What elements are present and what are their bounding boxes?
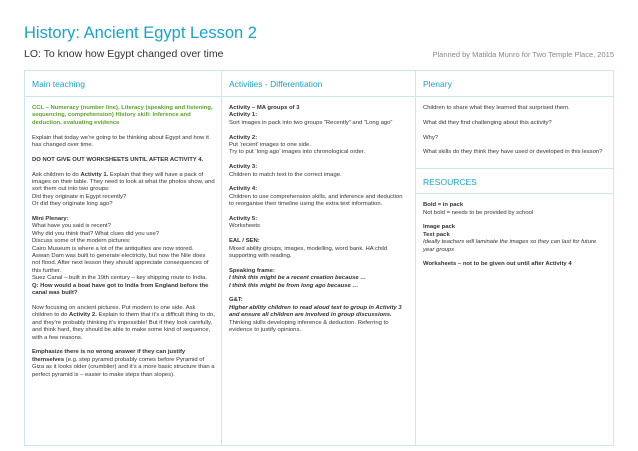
activity-5-text: Worksheets: [229, 223, 260, 230]
activity-4-block: [229, 186, 409, 208]
grouping-label: Activity – MA groups of 3: [229, 105, 300, 111]
activities-heading: Activities - Differentiation: [222, 71, 415, 97]
speaking-frame-title: Speaking frame:: [229, 267, 275, 274]
resources-body: [416, 194, 613, 280]
mini-plenary-line-1: What have you said is recent?: [32, 223, 111, 230]
emphasis-rest: (e.g. step pyramid probably comes before Pyramid of Giza as it looks older (crumblier) and it’s a more basic structure than a perfect pyramid is – easier to make steps than slopes).: [32, 356, 215, 378]
main-teaching-body: [25, 97, 221, 390]
plenary-line-1: Children to share what they learned that surprised them.: [423, 105, 570, 111]
resources-heading: RESOURCES: [416, 168, 613, 194]
speaking-frame-block: [229, 268, 409, 290]
ccl-text: CCL – Numeracy (number line), Literacy (speaking and listening, sequencing, comprehension) History skill: Inference and deduction, evaluating evidence: [32, 105, 213, 126]
emphasis-bold: Emphasize there is no wrong answer if they can justify themselves: [32, 349, 186, 363]
activity-2-text-2: Try to put ‘long ago’ images into chronological order.: [229, 149, 366, 156]
plenary-body: [416, 97, 613, 168]
not-bold-label: Not bold = needs to be provided by school: [423, 209, 534, 216]
gt-title: G&T:: [229, 297, 243, 304]
gt-text: Thinking skills developing inference & deduction. Referring to evidence to justify opinions.: [229, 319, 389, 334]
plenary-line-2: What did they find challenging about this activity?: [423, 119, 552, 126]
mini-plenary-question: Q: How would a boat have got to India from England before the canal was built?: [32, 282, 209, 297]
activity-3-title: Activity 3:: [229, 164, 258, 171]
activity-1-text: Sort images in pack into two groups “Recently” and “Long ago”: [229, 119, 393, 126]
focus-text-1: Now focusing on ancient pictures. Put modern to one side. Ask children to do: [32, 304, 196, 319]
eal-sen-block: [229, 238, 409, 260]
activity-2-title: Activity 2:: [229, 134, 258, 141]
plenary-column: [416, 70, 614, 446]
text-pack-label: Text pack: [423, 231, 450, 238]
ask-question-1: Did they originate in Egypt recently?: [32, 193, 127, 200]
image-pack-label: Image pack: [423, 224, 456, 231]
main-teaching-column: [24, 70, 222, 446]
activity-3-block: [229, 164, 409, 179]
gt-bold-italic: Higher ability children to read aloud text to group in Activity 3 and ensure all children are involved in group discussions.: [229, 304, 402, 319]
activity-2-block: [229, 135, 409, 157]
eal-sen-text: Mixed ability groups, images, modelling, word bank. HA child supporting with reading.: [229, 245, 388, 260]
speaking-frame-line-2: I think this might be from long ago because …: [229, 282, 359, 289]
mini-plenary-line-2: Why did you think that? What clues did you use?: [32, 230, 160, 237]
learning-objective: LO: To know how Egypt changed over time: [24, 48, 224, 60]
activity-1-block: [229, 105, 409, 127]
bold-in-pack-label: Bold = in pack: [423, 202, 464, 209]
ask-text-1: Ask children to do: [32, 171, 81, 178]
mini-plenary: [32, 216, 215, 297]
activity-2-text-1: Put ‘recent’ images to one side.: [229, 142, 311, 149]
activity-5-title: Activity 5:: [229, 216, 258, 223]
focus-activity-ref: Activity 2.: [69, 312, 97, 319]
ask-text-2: Explain that they will have a pack of images on their table. They need to look at what the photos show, and sort them out into two groups:: [32, 171, 215, 193]
plenary-line-3: Why?: [423, 134, 439, 141]
worksheets-note: Worksheets – not to be given out until after Activity 4: [423, 261, 572, 268]
ask-activity-ref: Activity 1.: [80, 171, 109, 178]
focus-text-2: Explain to them that it’s a difficult thing to do, and they’re probably thinking it’s impossible! But if they look carefully, and think hard, they should be able to make some kind of sequence, with a few reasons.: [32, 312, 215, 341]
mini-plenary-line-6: Suez Canal – built in the 19th century – key shipping route to India.: [32, 275, 207, 282]
mini-plenary-title: Mini Plenary:: [32, 216, 69, 223]
mini-plenary-line-5: Aswan Dam was built to generate electricity, but now the Nile does not flood. After next lesson they should appreciate consequences of this further.: [32, 253, 209, 274]
resources-packs: [423, 224, 607, 254]
speaking-frame-line-1: I think this might be a recent creation because …: [229, 275, 367, 282]
activity-2-instructions: [32, 305, 215, 342]
ask-question-2: Or did they originate long ago?: [32, 201, 113, 208]
planned-by-credit: Planned by Matilda Munro for Two Temple Place, 2015: [432, 50, 614, 59]
mini-plenary-line-4: Cairo Museum is where a lot of the antiquities are now stored.: [32, 245, 194, 252]
intro-text: Explain that today we’re going to be thinking about Egypt and how it has changed over time.: [32, 134, 209, 149]
activity-4-text: Children to use comprehension skills, and inference and deduction to reorganise their timeline using the extra text information.: [229, 193, 403, 208]
activities-column: [222, 70, 416, 446]
activity-4-title: Activity 4:: [229, 186, 258, 193]
activities-body: [222, 97, 415, 346]
activity-1-title: Activity 1:: [229, 112, 258, 119]
worksheet-warning: DO NOT GIVE OUT WORKSHEETS UNTIL AFTER ACTIVITY 4.: [32, 156, 204, 163]
resources-key: [423, 202, 607, 217]
gt-block: [229, 297, 409, 334]
laminate-note: Ideally teachers will laminate the images so they can last for future year groups: [423, 239, 597, 253]
plenary-line-4: What skills do they think they have used or developed in this lesson?: [423, 149, 603, 156]
activity-1-instructions: [32, 172, 215, 209]
mini-plenary-line-3: Discuss some of the modern pictures:: [32, 238, 131, 245]
main-teaching-heading: Main teaching: [25, 71, 221, 97]
plenary-heading: Plenary: [416, 71, 613, 97]
eal-sen-title: EAL / SEN:: [229, 238, 260, 245]
emphasis-note: [32, 349, 215, 379]
page-title: History: Ancient Egypt Lesson 2: [24, 24, 257, 42]
activity-3-text: Children to match text to the correct image.: [229, 171, 342, 178]
activity-5-block: [229, 216, 409, 231]
